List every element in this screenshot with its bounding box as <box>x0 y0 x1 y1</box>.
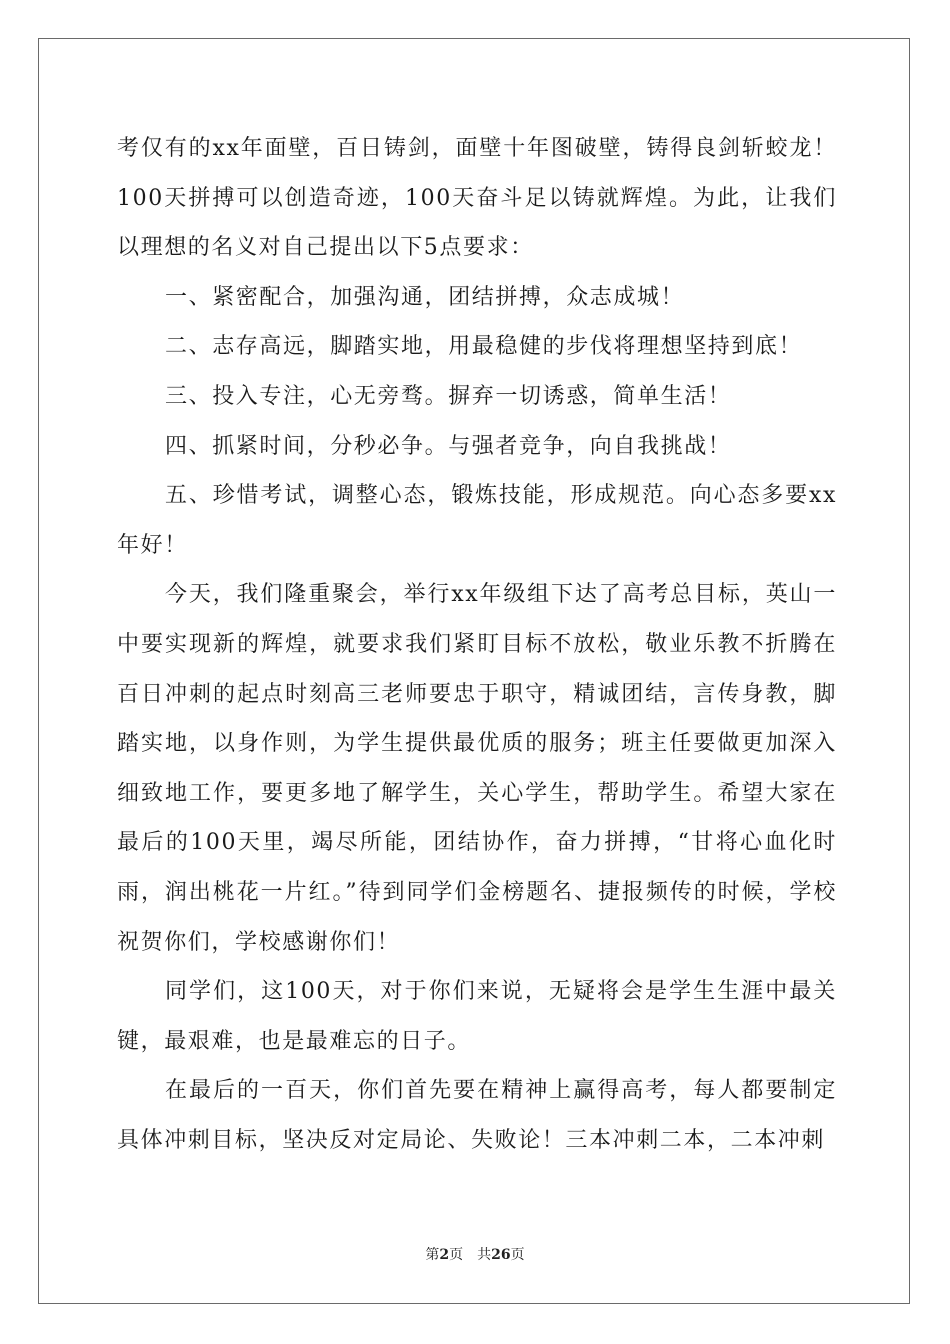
page-suffix: 页 <box>449 1247 464 1263</box>
paragraph-1: 考仅有的xx年面壁，百日铸剑，面壁十年图破壁，铸得良剑斩蛟龙！100天拼搏可以创造奇迹，100天奋斗足以铸就辉煌。为此，让我们以理想的名义对自己提出以下5点要求： <box>117 136 837 261</box>
document-body <box>117 124 837 1165</box>
total-pages: 26 <box>491 1247 511 1263</box>
page-footer <box>0 1244 950 1264</box>
paragraph-2: 一、紧密配合，加强沟通，团结拼搏，众志成城！ <box>165 284 685 310</box>
paragraph-6: 五、珍惜考试，调整心态，锻炼技能，形成规范。向心态多要xx年好！ <box>117 483 837 558</box>
paragraph-3: 二、志存高远，脚踏实地，用最稳健的步伐将理想坚持到底！ <box>165 334 803 360</box>
page-number: 2 <box>439 1247 450 1263</box>
paragraph-4: 三、投入专注，心无旁骛。摒弃一切诱惑，简单生活！ <box>165 383 732 409</box>
paragraph-7: 今天，我们隆重聚会，举行xx年级组下达了高考总目标，英山一中要实现新的辉煌，就要求我们紧盯目标不放松，敬业乐教不折腾在百日冲刺的起点时刻高三老师要忠于职守，精诚团结，言传身教，脚踏实地，以身作则，为学生提供最优质的服务；班主任要做更加深入细致地工作，要更多地了解学生，关心学生，帮助学生。希望大家在最后的100天里，竭尽所能，团结协作，奋力拼搏，“甘将心血化时雨，润出桃花一片红。”待到同学们金榜题名、捷报频传的时候，学校祝贺你们，学校感谢你们！ <box>117 582 837 955</box>
paragraph-5: 四、抓紧时间，分秒必争。与强者竞争，向自我挑战！ <box>165 433 732 459</box>
page-prefix: 第 <box>425 1247 440 1263</box>
paragraph-9: 在最后的一百天，你们首先要在精神上赢得高考，每人都要制定具体冲刺目标，坚决反对定局论、失败论！三本冲刺二本，二本冲刺 <box>117 1078 837 1153</box>
paragraph-8: 同学们，这100天，对于你们来说，无疑将会是学生生涯中最关键，最艰难，也是最难忘的日子。 <box>117 979 837 1054</box>
total-suffix: 页 <box>510 1247 525 1263</box>
total-prefix: 共 <box>477 1247 492 1263</box>
